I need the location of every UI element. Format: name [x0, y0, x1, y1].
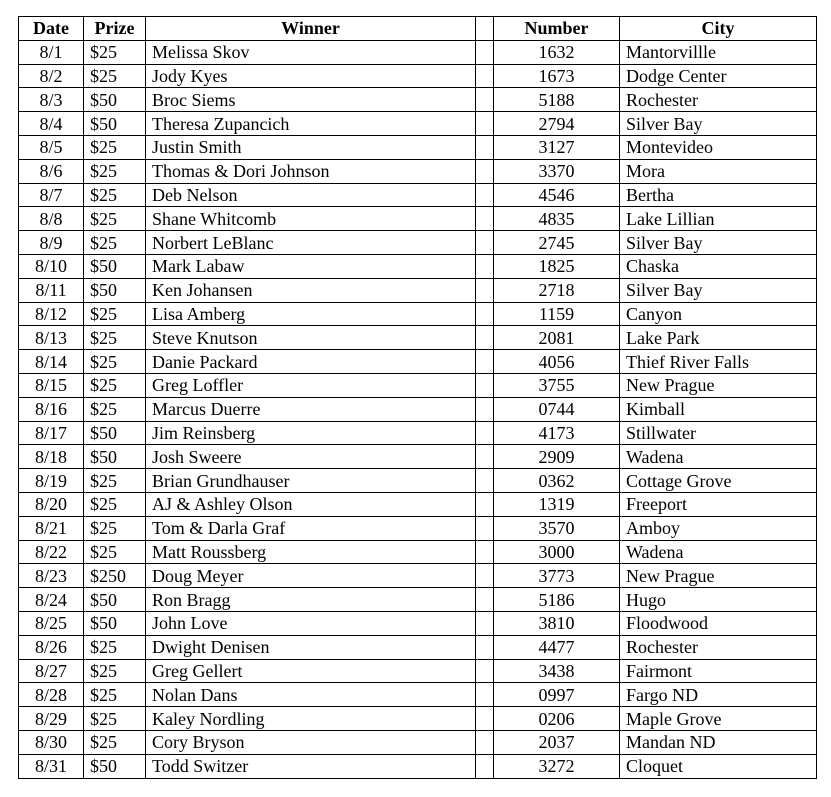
- spacer-cell: [476, 326, 494, 350]
- prize-cell: $25: [84, 64, 146, 88]
- number-cell: 3810: [494, 611, 620, 635]
- prize-cell: $25: [84, 540, 146, 564]
- winner-cell: Dwight Denisen: [146, 635, 476, 659]
- table-row: [19, 135, 817, 159]
- spacer-cell: [476, 254, 494, 278]
- prize-cell: $25: [84, 207, 146, 231]
- date-cell: 8/30: [19, 730, 84, 754]
- table-row: [19, 159, 817, 183]
- date-cell: 8/29: [19, 707, 84, 731]
- city-cell: Mora: [620, 159, 817, 183]
- winner-cell: Ken Johansen: [146, 278, 476, 302]
- number-cell: 1319: [494, 492, 620, 516]
- spacer-cell: [476, 207, 494, 231]
- city-cell: Chaska: [620, 254, 817, 278]
- header-prize: Prize: [84, 17, 146, 41]
- table-row: [19, 183, 817, 207]
- prize-cell: $50: [84, 278, 146, 302]
- prize-cell: $50: [84, 754, 146, 778]
- date-cell: 8/28: [19, 683, 84, 707]
- city-cell: Freeport: [620, 492, 817, 516]
- number-cell: 1159: [494, 302, 620, 326]
- date-cell: 8/1: [19, 40, 84, 64]
- winner-cell: Deb Nelson: [146, 183, 476, 207]
- spacer-cell: [476, 421, 494, 445]
- winner-cell: Greg Loffler: [146, 373, 476, 397]
- city-cell: Montevideo: [620, 135, 817, 159]
- winner-cell: Doug Meyer: [146, 564, 476, 588]
- table-row: [19, 540, 817, 564]
- prize-cell: $50: [84, 421, 146, 445]
- number-cell: 4546: [494, 183, 620, 207]
- winner-cell: Steve Knutson: [146, 326, 476, 350]
- date-cell: 8/15: [19, 373, 84, 397]
- date-cell: 8/23: [19, 564, 84, 588]
- date-cell: 8/11: [19, 278, 84, 302]
- date-cell: 8/6: [19, 159, 84, 183]
- spacer-cell: [476, 350, 494, 374]
- winner-cell: Mark Labaw: [146, 254, 476, 278]
- winner-cell: Kaley Nordling: [146, 707, 476, 731]
- city-cell: Lake Park: [620, 326, 817, 350]
- winners-table: [18, 16, 817, 779]
- spacer-cell: [476, 302, 494, 326]
- winner-cell: Jody Kyes: [146, 64, 476, 88]
- number-cell: 1632: [494, 40, 620, 64]
- prize-cell: $25: [84, 302, 146, 326]
- table-row: [19, 373, 817, 397]
- date-cell: 8/12: [19, 302, 84, 326]
- winner-cell: Shane Whitcomb: [146, 207, 476, 231]
- prize-cell: $25: [84, 135, 146, 159]
- city-cell: Silver Bay: [620, 112, 817, 136]
- table-row: [19, 683, 817, 707]
- table-row: [19, 326, 817, 350]
- city-cell: Canyon: [620, 302, 817, 326]
- header-date: Date: [19, 17, 84, 41]
- table-row: [19, 611, 817, 635]
- date-cell: 8/22: [19, 540, 84, 564]
- spacer-cell: [476, 707, 494, 731]
- header-number: Number: [494, 17, 620, 41]
- date-cell: 8/18: [19, 445, 84, 469]
- city-cell: Silver Bay: [620, 231, 817, 255]
- winner-cell: Thomas & Dori Johnson: [146, 159, 476, 183]
- number-cell: 2909: [494, 445, 620, 469]
- number-cell: 3272: [494, 754, 620, 778]
- prize-cell: $25: [84, 635, 146, 659]
- header-winner: Winner: [146, 17, 476, 41]
- date-cell: 8/25: [19, 611, 84, 635]
- winner-cell: AJ & Ashley Olson: [146, 492, 476, 516]
- spacer-cell: [476, 683, 494, 707]
- winner-cell: Cory Bryson: [146, 730, 476, 754]
- spacer-cell: [476, 730, 494, 754]
- city-cell: New Prague: [620, 373, 817, 397]
- table-row: [19, 88, 817, 112]
- date-cell: 8/10: [19, 254, 84, 278]
- table-row: [19, 516, 817, 540]
- date-cell: 8/3: [19, 88, 84, 112]
- table-row: [19, 350, 817, 374]
- spacer-cell: [476, 516, 494, 540]
- number-cell: 3570: [494, 516, 620, 540]
- prize-cell: $50: [84, 611, 146, 635]
- table-row: [19, 112, 817, 136]
- city-cell: Maple Grove: [620, 707, 817, 731]
- date-cell: 8/4: [19, 112, 84, 136]
- spacer-cell: [476, 183, 494, 207]
- winner-cell: Melissa Skov: [146, 40, 476, 64]
- city-cell: Mandan ND: [620, 730, 817, 754]
- city-cell: Lake Lillian: [620, 207, 817, 231]
- date-cell: 8/16: [19, 397, 84, 421]
- number-cell: 5186: [494, 588, 620, 612]
- prize-cell: $25: [84, 40, 146, 64]
- winner-cell: Josh Sweere: [146, 445, 476, 469]
- winner-cell: Greg Gellert: [146, 659, 476, 683]
- winner-cell: Tom & Darla Graf: [146, 516, 476, 540]
- prize-cell: $25: [84, 469, 146, 493]
- city-cell: Fargo ND: [620, 683, 817, 707]
- spacer-cell: [476, 754, 494, 778]
- number-cell: 3755: [494, 373, 620, 397]
- date-cell: 8/14: [19, 350, 84, 374]
- number-cell: 4477: [494, 635, 620, 659]
- date-cell: 8/19: [19, 469, 84, 493]
- city-cell: Kimball: [620, 397, 817, 421]
- table-row: [19, 278, 817, 302]
- city-cell: Floodwood: [620, 611, 817, 635]
- prize-cell: $25: [84, 397, 146, 421]
- number-cell: 2081: [494, 326, 620, 350]
- winner-cell: Lisa Amberg: [146, 302, 476, 326]
- table-row: [19, 397, 817, 421]
- header-city: City: [620, 17, 817, 41]
- table-row: [19, 445, 817, 469]
- number-cell: 0206: [494, 707, 620, 731]
- spacer-cell: [476, 397, 494, 421]
- number-cell: 5188: [494, 88, 620, 112]
- winner-cell: Brian Grundhauser: [146, 469, 476, 493]
- spacer-cell: [476, 373, 494, 397]
- header-row: [19, 17, 817, 41]
- prize-cell: $25: [84, 373, 146, 397]
- city-cell: Mantorvillle: [620, 40, 817, 64]
- table-row: [19, 659, 817, 683]
- spacer-cell: [476, 564, 494, 588]
- winner-cell: Nolan Dans: [146, 683, 476, 707]
- city-cell: New Prague: [620, 564, 817, 588]
- table-row: [19, 635, 817, 659]
- number-cell: 3000: [494, 540, 620, 564]
- prize-cell: $25: [84, 492, 146, 516]
- number-cell: 0744: [494, 397, 620, 421]
- spacer-cell: [476, 635, 494, 659]
- winner-cell: Norbert LeBlanc: [146, 231, 476, 255]
- number-cell: 3127: [494, 135, 620, 159]
- number-cell: 0997: [494, 683, 620, 707]
- city-cell: Cottage Grove: [620, 469, 817, 493]
- table-row: [19, 730, 817, 754]
- table-row: [19, 231, 817, 255]
- city-cell: Rochester: [620, 88, 817, 112]
- city-cell: Hugo: [620, 588, 817, 612]
- date-cell: 8/27: [19, 659, 84, 683]
- table-row: [19, 469, 817, 493]
- city-cell: Wadena: [620, 540, 817, 564]
- table-row: [19, 64, 817, 88]
- number-cell: 2794: [494, 112, 620, 136]
- prize-cell: $25: [84, 159, 146, 183]
- prize-cell: $50: [84, 254, 146, 278]
- date-cell: 8/5: [19, 135, 84, 159]
- table-row: [19, 40, 817, 64]
- prize-cell: $50: [84, 88, 146, 112]
- table-row: [19, 421, 817, 445]
- table-row: [19, 707, 817, 731]
- number-cell: 3438: [494, 659, 620, 683]
- date-cell: 8/9: [19, 231, 84, 255]
- table-row: [19, 207, 817, 231]
- number-cell: 1673: [494, 64, 620, 88]
- number-cell: 2745: [494, 231, 620, 255]
- table-row: [19, 492, 817, 516]
- spacer-cell: [476, 40, 494, 64]
- spacer-cell: [476, 611, 494, 635]
- date-cell: 8/7: [19, 183, 84, 207]
- prize-cell: $25: [84, 350, 146, 374]
- prize-cell: $25: [84, 707, 146, 731]
- date-cell: 8/24: [19, 588, 84, 612]
- prize-cell: $50: [84, 445, 146, 469]
- winner-cell: Justin Smith: [146, 135, 476, 159]
- date-cell: 8/21: [19, 516, 84, 540]
- city-cell: Fairmont: [620, 659, 817, 683]
- number-cell: 2718: [494, 278, 620, 302]
- city-cell: Wadena: [620, 445, 817, 469]
- spacer-cell: [476, 112, 494, 136]
- winner-cell: Marcus Duerre: [146, 397, 476, 421]
- date-cell: 8/31: [19, 754, 84, 778]
- prize-cell: $25: [84, 183, 146, 207]
- spacer-cell: [476, 492, 494, 516]
- winner-cell: Jim Reinsberg: [146, 421, 476, 445]
- city-cell: Stillwater: [620, 421, 817, 445]
- prize-cell: $25: [84, 516, 146, 540]
- date-cell: 8/26: [19, 635, 84, 659]
- city-cell: Thief River Falls: [620, 350, 817, 374]
- spacer-cell: [476, 278, 494, 302]
- table-body: [19, 40, 817, 778]
- city-cell: Amboy: [620, 516, 817, 540]
- number-cell: 3370: [494, 159, 620, 183]
- city-cell: Silver Bay: [620, 278, 817, 302]
- spacer-cell: [476, 469, 494, 493]
- date-cell: 8/13: [19, 326, 84, 350]
- city-cell: Dodge Center: [620, 64, 817, 88]
- spacer-cell: [476, 159, 494, 183]
- winner-cell: Theresa Zupancich: [146, 112, 476, 136]
- winner-cell: Broc Siems: [146, 88, 476, 112]
- number-cell: 4173: [494, 421, 620, 445]
- header-spacer: [476, 17, 494, 41]
- spacer-cell: [476, 659, 494, 683]
- prize-cell: $250: [84, 564, 146, 588]
- table-row: [19, 588, 817, 612]
- prize-cell: $25: [84, 659, 146, 683]
- prize-cell: $50: [84, 112, 146, 136]
- city-cell: Bertha: [620, 183, 817, 207]
- number-cell: 4835: [494, 207, 620, 231]
- winner-cell: Matt Roussberg: [146, 540, 476, 564]
- winner-cell: Todd Switzer: [146, 754, 476, 778]
- table-row: [19, 564, 817, 588]
- spacer-cell: [476, 135, 494, 159]
- winner-cell: Ron Bragg: [146, 588, 476, 612]
- prize-cell: $25: [84, 683, 146, 707]
- number-cell: 3773: [494, 564, 620, 588]
- number-cell: 4056: [494, 350, 620, 374]
- date-cell: 8/20: [19, 492, 84, 516]
- table-row: [19, 254, 817, 278]
- prize-cell: $50: [84, 588, 146, 612]
- number-cell: 0362: [494, 469, 620, 493]
- table-row: [19, 302, 817, 326]
- number-cell: 2037: [494, 730, 620, 754]
- city-cell: Cloquet: [620, 754, 817, 778]
- prize-cell: $25: [84, 231, 146, 255]
- city-cell: Rochester: [620, 635, 817, 659]
- spacer-cell: [476, 64, 494, 88]
- spacer-cell: [476, 588, 494, 612]
- date-cell: 8/17: [19, 421, 84, 445]
- date-cell: 8/8: [19, 207, 84, 231]
- prize-cell: $25: [84, 326, 146, 350]
- number-cell: 1825: [494, 254, 620, 278]
- table-row: [19, 754, 817, 778]
- spacer-cell: [476, 231, 494, 255]
- spacer-cell: [476, 445, 494, 469]
- prize-cell: $25: [84, 730, 146, 754]
- spacer-cell: [476, 540, 494, 564]
- spacer-cell: [476, 88, 494, 112]
- winner-cell: John Love: [146, 611, 476, 635]
- winner-cell: Danie Packard: [146, 350, 476, 374]
- date-cell: 8/2: [19, 64, 84, 88]
